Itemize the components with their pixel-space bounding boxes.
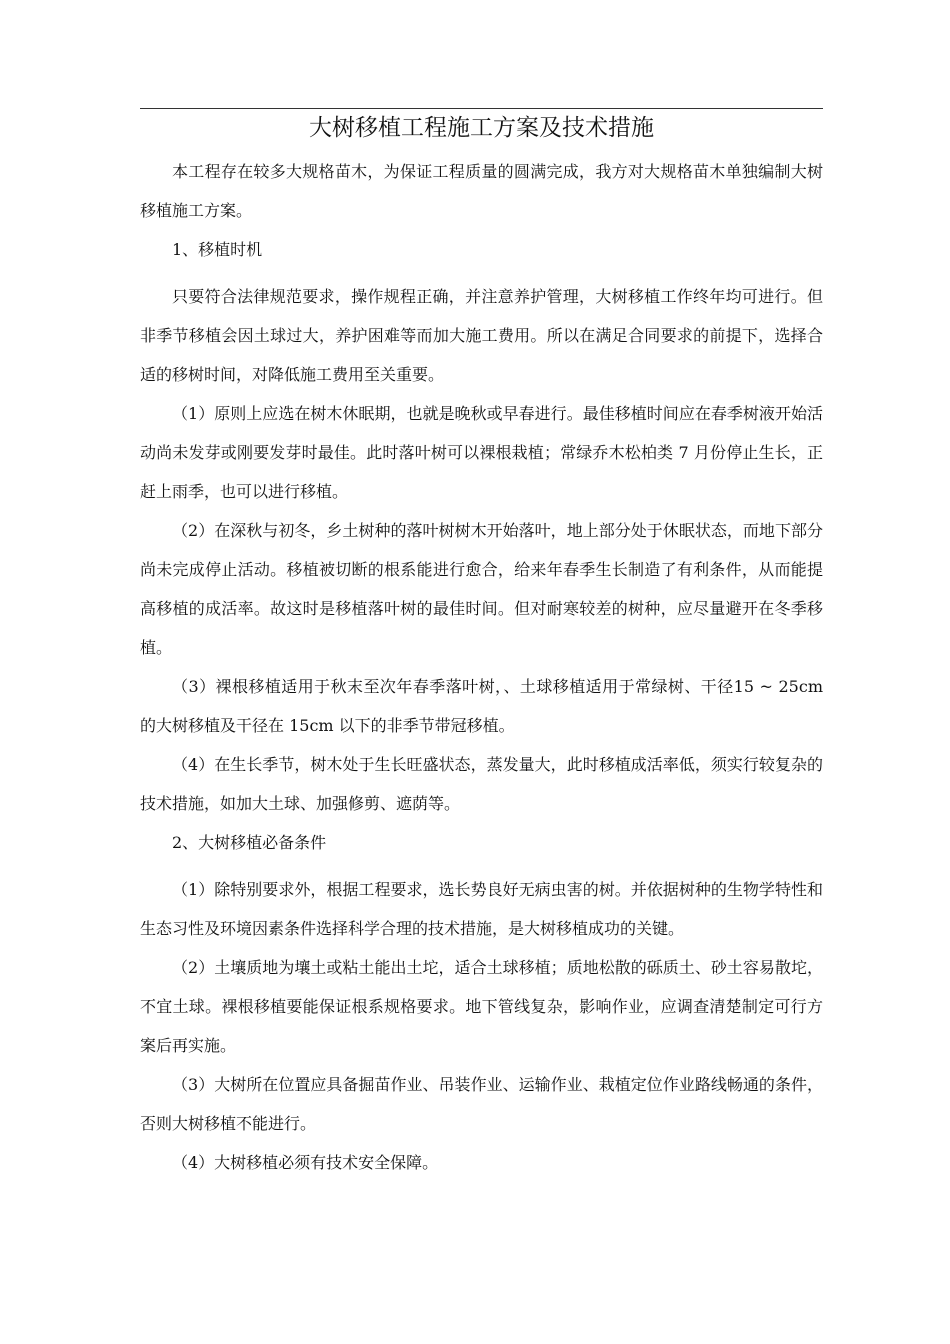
section-1-paragraph: （1）原则上应选在树木休眠期，也就是晚秋或早春进行。最佳移植时间应在春季树液开始活动尚未发芽或刚要发芽时最佳。此时落叶树可以裸根栽植；常绿乔木松柏类 7 月份停止生长，正赶上雨季，也可以进行移植。 (140, 404, 823, 501)
section-2-paragraph: （2）土壤质地为壤土或粘土能出土坨，适合土球移植；质地松散的砾质土、砂土容易散坨，不宜土球。裸根移植要能保证根系规格要求。地下管线复杂，影响作业，应调查清楚制定可行方案后再实施。 (140, 958, 823, 1055)
section-2-paragraph: （1）除特别要求外，根据工程要求，选长势良好无病虫害的树。并依据树种的生物学特性和生态习性及环境因素条件选择科学合理的技术措施，是大树移植成功的关键。 (140, 880, 823, 938)
intro-paragraph: 本工程存在较多大规格苗木，为保证工程质量的圆满完成，我方对大规格苗木单独编制大树移植施工方案。 (140, 162, 823, 220)
header-rule (140, 108, 823, 109)
section-1-paragraph: 只要符合法律规范要求，操作规程正确，并注意养护管理，大树移植工作终年均可进行。但非季节移植会因土球过大，养护困难等而加大施工费用。所以在满足合同要求的前提下，选择合适的移树时间，对降低施工费用至关重要。 (140, 287, 823, 384)
section-1-heading: 1、移植时机 (172, 240, 263, 259)
section-1-paragraph: （4）在生长季节，树木处于生长旺盛状态，蒸发量大，此时移植成活率低，须实行较复杂的技术措施，如加大土球、加强修剪、遮荫等。 (140, 755, 823, 813)
section-1-paragraph: （3）裸根移植适用于秋末至次年春季落叶树，、土球移植适用于常绿树、干径15 ~ 25cm 的大树移植及干径在 15cm 以下的非季节带冠移植。 (140, 677, 823, 735)
section-2-paragraph: （3）大树所在位置应具备掘苗作业、吊装作业、运输作业、栽植定位作业路线畅通的条件，否则大树移植不能进行。 (140, 1075, 823, 1133)
document-title: 大树移植工程施工方案及技术措施 (309, 115, 654, 141)
section-2-heading: 2、大树移植必备条件 (172, 833, 327, 852)
section-1-paragraph: （2）在深秋与初冬，乡土树种的落叶树树木开始落叶，地上部分处于休眠状态，而地下部分尚未完成停止活动。移植被切断的根系能进行愈合，给来年春季生长制造了有利条件，从而能提高移植的成活率。故这时是移植落叶树的最佳时间。但对耐寒较差的树种，应尽量避开在冬季移植。 (140, 521, 823, 657)
document-body (140, 152, 823, 1182)
section-2-paragraph: （4）大树移植必须有技术安全保障。 (172, 1153, 439, 1172)
